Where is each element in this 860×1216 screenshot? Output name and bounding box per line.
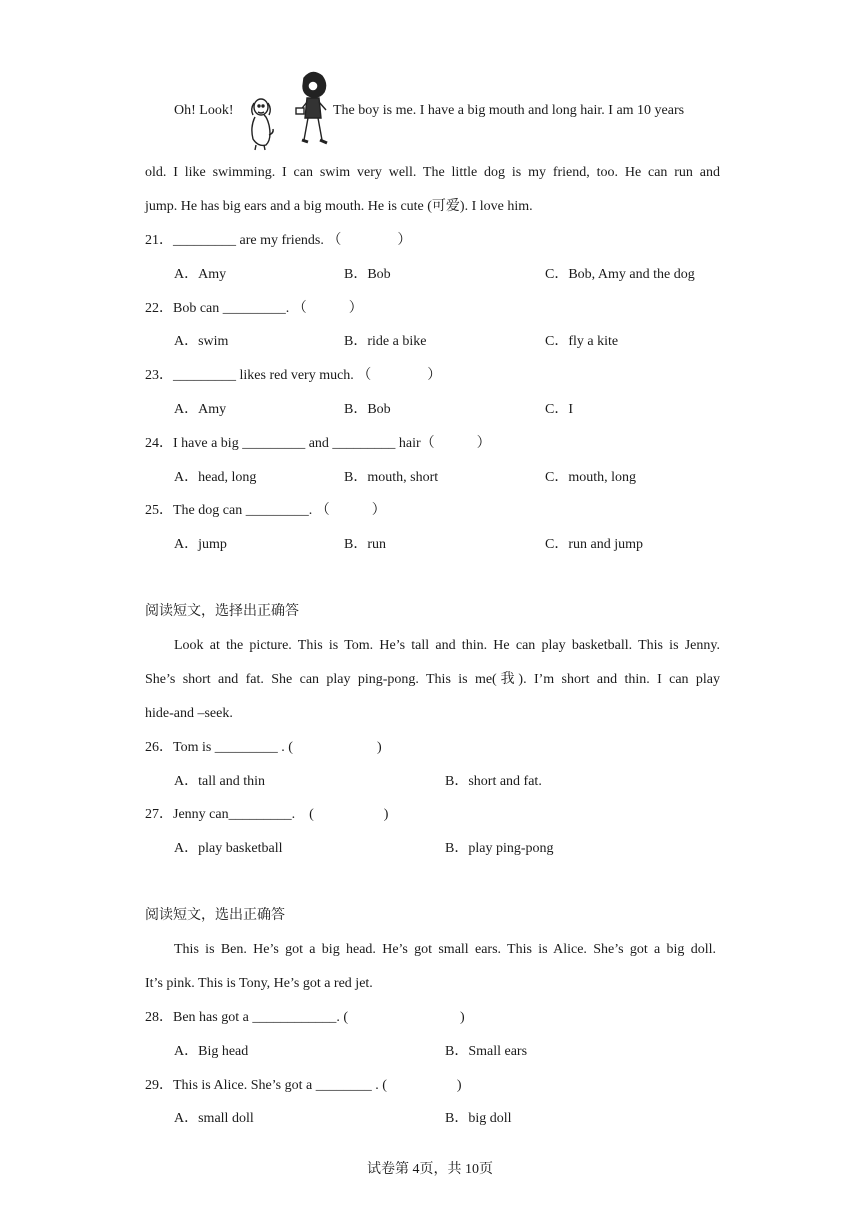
- passage1-line2: old. I like swimming. I can swim very well. The little dog is my friend, too. He can run and: [145, 165, 720, 180]
- question-29-stem: 29．This is Alice. She’s got a ________ . ( ): [145, 1078, 462, 1093]
- question-27-stem: 27．Jenny can_________. ( ): [145, 807, 389, 822]
- question-28-stem: 28．Ben has got a ____________. ( ): [145, 1010, 465, 1025]
- boy-illustration: [294, 70, 332, 150]
- section2-passage-line2: She’s short and fat. She can play ping-pong. This is me(我). I’m short and thin. I can play: [145, 672, 720, 687]
- question-22-option-b[interactable]: B．ride a bike: [344, 334, 427, 349]
- question-23-stem: 23．_________ likes red very much. （ ）: [145, 368, 442, 383]
- question-28-option-b[interactable]: B．Small ears: [445, 1044, 528, 1059]
- question-25-option-a[interactable]: A．jump: [174, 537, 227, 552]
- section3-heading: 阅读短文，选出正确答: [145, 908, 285, 923]
- question-21-option-c[interactable]: C．Bob, Amy and the dog: [545, 267, 695, 282]
- question-28-option-a[interactable]: A．Big head: [174, 1044, 249, 1059]
- question-23-option-c[interactable]: C．I: [545, 402, 573, 417]
- question-29-option-b[interactable]: B．big doll: [445, 1111, 512, 1126]
- question-25-stem: 25．The dog can _________. （ ）: [145, 503, 386, 518]
- question-24-option-c[interactable]: C．mouth, long: [545, 470, 637, 485]
- passage1-line1-end: The boy is me. I have a big mouth and long hair. I am 10 years: [333, 103, 685, 118]
- question-29-option-a[interactable]: A．small doll: [174, 1111, 254, 1126]
- question-26-option-a[interactable]: A．tall and thin: [174, 774, 265, 789]
- question-21-option-a[interactable]: A．Amy: [174, 267, 227, 282]
- question-24-option-b[interactable]: B．mouth, short: [344, 470, 439, 485]
- section2-passage-line3: hide-and –seek.: [145, 706, 233, 721]
- section3-passage-line1: This is Ben. He’s got a big head. He’s got small ears. This is Alice. She’s got a big doll.: [174, 942, 716, 957]
- question-23-option-b[interactable]: B．Bob: [344, 402, 391, 417]
- question-24-stem: 24．I have a big _________ and _________ hair（ ）: [145, 436, 491, 451]
- question-23-option-a[interactable]: A．Amy: [174, 402, 227, 417]
- question-27-option-b[interactable]: B．play ping-pong: [445, 841, 554, 856]
- question-26-stem: 26．Tom is _________ . ( ): [145, 740, 382, 755]
- question-25-option-b[interactable]: B．run: [344, 537, 386, 552]
- question-25-option-c[interactable]: C．run and jump: [545, 537, 643, 552]
- question-22-option-a[interactable]: A．swim: [174, 334, 229, 349]
- passage1-line1-start: Oh! Look!: [174, 103, 234, 118]
- question-27-option-a[interactable]: A．play basketball: [174, 841, 283, 856]
- section2-heading: 阅读短文，选择出正确答: [145, 604, 299, 619]
- passage1-line3: jump. He has big ears and a big mouth. He is cute (可爱). I love him.: [145, 199, 533, 214]
- question-22-option-c[interactable]: C．fly a kite: [545, 334, 619, 349]
- section2-passage-line1: Look at the picture. This is Tom. He’s tall and thin. He can play basketball. This is Jenny.: [174, 638, 720, 653]
- dog-illustration: [244, 95, 276, 151]
- question-21-stem: 21．_________ are my friends. （ ）: [145, 233, 412, 248]
- page-footer: 试卷第 4页，共 10页: [367, 1162, 493, 1177]
- question-22-stem: 22．Bob can _________. （ ）: [145, 301, 363, 316]
- question-24-option-a[interactable]: A．head, long: [174, 470, 257, 485]
- question-26-option-b[interactable]: B．short and fat.: [445, 774, 542, 789]
- section3-passage-line2: It’s pink. This is Tony, He’s got a red jet.: [145, 976, 373, 991]
- question-21-option-b[interactable]: B．Bob: [344, 267, 391, 282]
